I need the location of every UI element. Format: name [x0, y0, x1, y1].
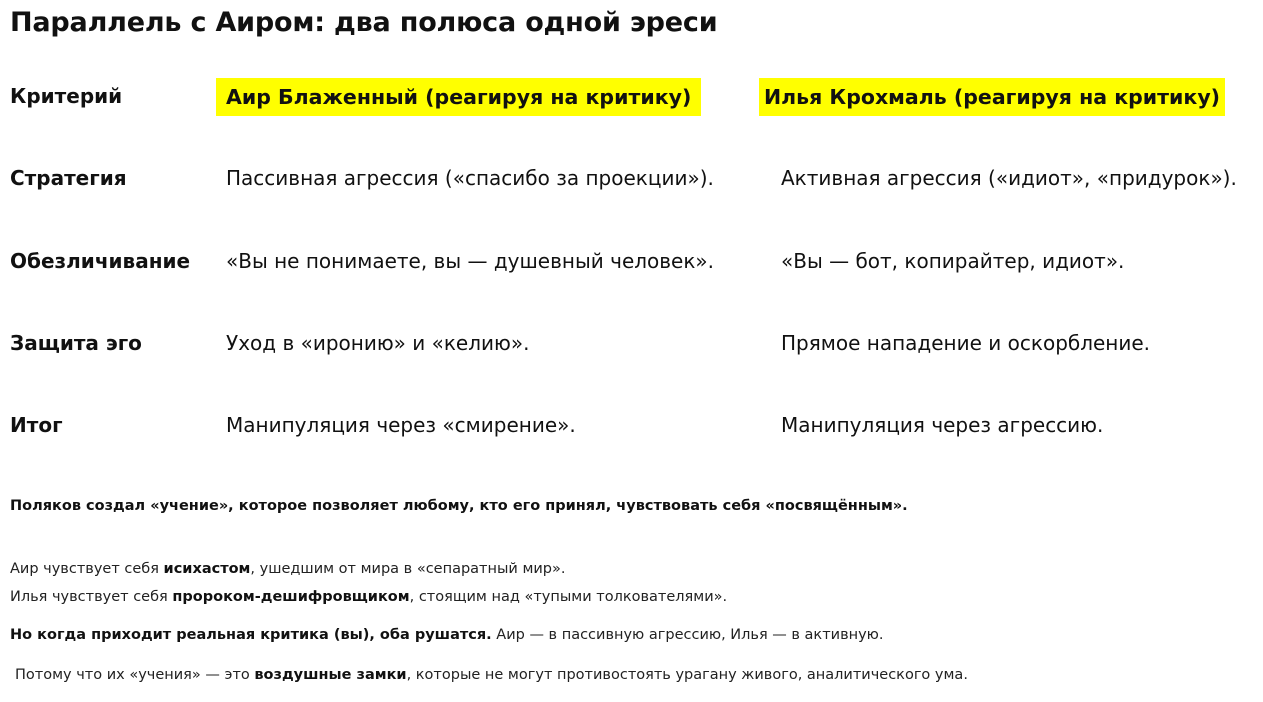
- row-label: Защита эго: [10, 331, 142, 355]
- paragraph-summary: [10, 498, 908, 514]
- paragraph-conclusion-bold: воздушные замки: [254, 667, 407, 683]
- paragraph-air-before: Аир чувствует себя: [10, 561, 164, 577]
- row-cell-a: Манипуляция через «смирение».: [226, 413, 576, 437]
- paragraph-ilya: [10, 589, 727, 605]
- row-cell-a: Уход в «иронию» и «келию».: [226, 331, 530, 355]
- row-cell-b: «Вы — бот, копирайтер, идиот».: [781, 249, 1125, 273]
- paragraph-ilya-bold: пророком-дешифровщиком: [172, 589, 410, 605]
- row-label: Стратегия: [10, 166, 127, 190]
- paragraph-summary-text: Поляков создал «учение», которое позволяет любому, кто его принял, чувствовать себя «посвящённым».: [10, 498, 908, 514]
- paragraph-ilya-after: , стоящим над «тупыми толкователями».: [409, 589, 728, 605]
- paragraph-air: [10, 561, 566, 577]
- table-header-label: Критерий: [10, 84, 123, 108]
- paragraph-critique-bold: Но когда приходит реальная критика (вы), оба рушатся.: [10, 627, 492, 643]
- row-label: Итог: [10, 413, 63, 437]
- paragraph-conclusion: [15, 667, 968, 683]
- row-cell-a: «Вы не понимаете, вы — душевный человек».: [226, 249, 715, 273]
- paragraph-air-after: , ушедшим от мира в «сепаратный мир».: [250, 561, 566, 577]
- table-header-col-b: Илья Крохмаль (реагируя на критику): [759, 78, 1225, 116]
- paragraph-air-bold: исихастом: [163, 561, 251, 577]
- row-label: Обезличивание: [10, 249, 191, 273]
- paragraph-ilya-before: Илья чувствует себя: [10, 589, 173, 605]
- row-cell-b: Манипуляция через агрессию.: [781, 413, 1104, 437]
- table-header-col-a: Аир Блаженный (реагируя на критику): [216, 78, 701, 116]
- row-cell-b: Активная агрессия («идиот», «придурок»).: [781, 166, 1237, 190]
- row-cell-b: Прямое нападение и оскорбление.: [781, 331, 1151, 355]
- paragraph-critique-after: Аир — в пассивную агрессию, Илья — в активную.: [491, 627, 884, 643]
- page-title: Параллель с Аиром: два полюса одной эреси: [10, 7, 718, 38]
- paragraph-critique: [10, 627, 884, 643]
- paragraph-conclusion-before: Потому что их «учения» — это: [15, 667, 255, 683]
- row-cell-a: Пассивная агрессия («спасибо за проекции»).: [226, 166, 714, 190]
- paragraph-conclusion-after: , которые не могут противостоять урагану живого, аналитического ума.: [406, 667, 968, 683]
